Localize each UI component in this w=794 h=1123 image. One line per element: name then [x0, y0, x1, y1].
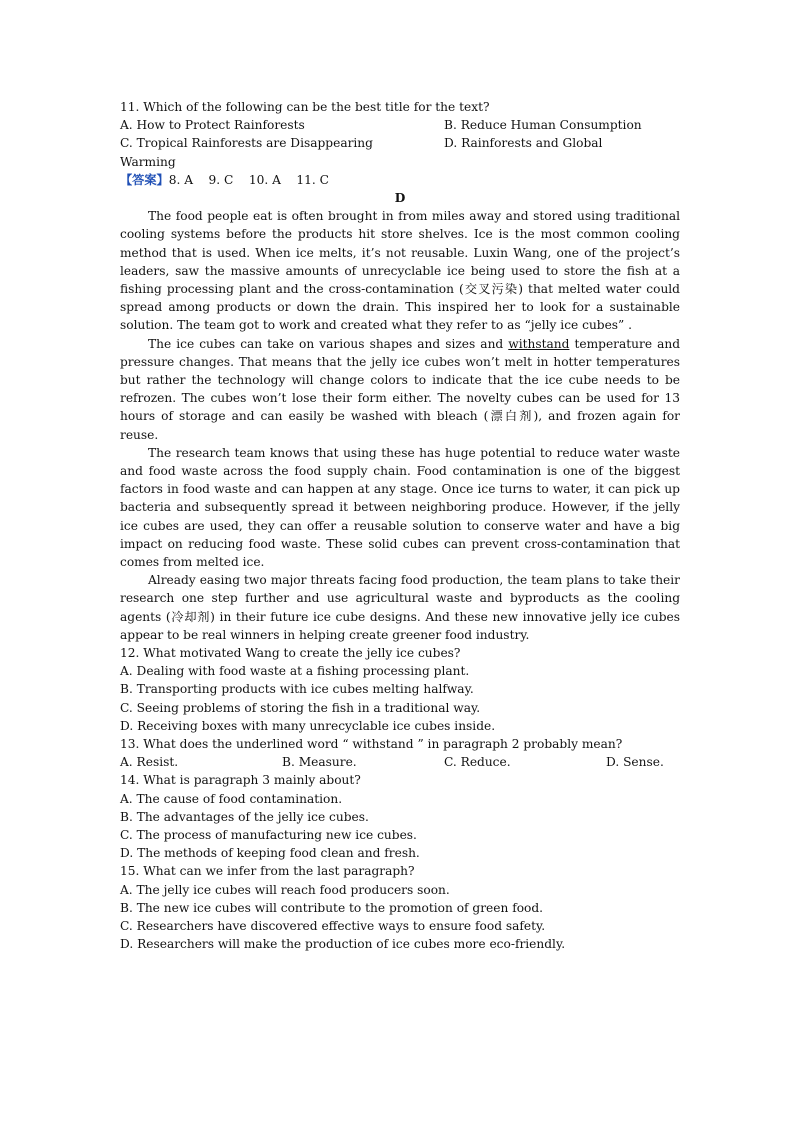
question-12-option-d: D. Receiving boxes with many unrecyclable ice cubes inside. [120, 718, 496, 733]
question-13-options [120, 753, 680, 771]
question-11-option-b: B. Reduce Human Consumption [444, 118, 642, 133]
answer-label: 【答案】 [120, 172, 169, 187]
question-11-option-d: D. Rainforests and Global [444, 136, 603, 151]
question-12-option-b: B. Transporting products with ice cubes melting halfway. [120, 682, 474, 697]
question-11-options-row-2 [120, 134, 680, 152]
question-14-option-b: B. The advantages of the jelly ice cubes. [120, 809, 369, 824]
document-page [120, 98, 680, 953]
question-14-option-c: C. The process of manufacturing new ice cubes. [120, 828, 417, 843]
question-14-option-a: A. The cause of food contamination. [120, 791, 343, 806]
question-11: 11. Which of the following can be the best title for the text? [120, 100, 490, 114]
question-15-option-b: B. The new ice cubes will contribute to the promotion of green food. [120, 900, 544, 915]
question-11-options-row-1 [120, 116, 680, 134]
question-15: 15. What can we infer from the last paragraph? [120, 864, 415, 879]
answer-values: 8. A 9. C 10. A 11. C [168, 172, 330, 187]
question-14: 14. What is paragraph 3 mainly about? [120, 773, 361, 788]
passage-paragraph-1: The food people eat is often brought in from miles away and stored using traditional cooling systems before the products hit store shelves. Ice is the most common cooling method that is used. When ice melts, it’s not reusable. Luxin Wang, one of the project’s leaders, saw the massive amounts of unrecyclable ice being used to store the fish at a fishing processing plant and the cross-contamination (交叉污染) that melted water could spread among products or down the drain. This inspired her to look for a sustainable solution. The team got to work and created what they refer to as “jelly ice cubes” . [120, 209, 680, 333]
question-12-option-a: A. Dealing with food waste at a fishing processing plant. [120, 664, 470, 679]
paragraph-2-text-after: temperature and pressure changes. That means that the jelly ice cubes won’t melt in hotter temperatures but rather the technology will change colors to indicate that the ice cube needs to be refrozen. The cubes won’t lose their form either. The novelty cubes can be used for 13 hours of storage and can easily be washed with bleach (漂白剂), and frozen again for reuse. [120, 336, 681, 442]
question-13-option-b: B. Measure. [282, 755, 357, 770]
underlined-word: withstand [508, 336, 570, 351]
passage-paragraph-3: The research team knows that using these has huge potential to reduce water waste and food waste across the food supply chain. Food contamination is one of the biggest factors in food waste and can happen at any stage. Once ice turns to water, it can pick up bacteria and subsequently spread it between neighboring produce. However, if the jelly ice cubes are used, they can offer a reusable solution to conserve water and have a big impact on reducing food waste. These solid cubes can prevent cross-contamination that comes from melted ice. [120, 445, 680, 569]
paragraph-2-text-before: The ice cubes can take on various shapes and sizes and [148, 336, 509, 351]
question-11-option-c: C. Tropical Rainforests are Disappearing [120, 136, 373, 151]
question-11-option-d-continued: Warming [120, 154, 176, 169]
question-14-option-d: D. The methods of keeping food clean and fresh. [120, 846, 420, 861]
section-heading: D [394, 190, 406, 205]
question-15-option-d: D. Researchers will make the production of ice cubes more eco-friendly. [120, 937, 566, 952]
question-13-option-c: C. Reduce. [444, 755, 511, 770]
question-13-option-d: D. Sense. [606, 755, 664, 770]
question-11-option-a: A. How to Protect Rainforests [120, 118, 305, 133]
question-12: 12. What motivated Wang to create the jelly ice cubes? [120, 646, 461, 660]
passage-paragraph-4: Already easing two major threats facing food production, the team plans to take their research one step further and use agricultural waste and byproducts as the cooling agents (冷却剂) in their future ice cube designs. And these new innovative jelly ice cubes appear to be real winners in helping create greener food industry. [120, 573, 680, 642]
question-15-option-c: C. Researchers have discovered effective ways to ensure food safety. [120, 919, 546, 934]
answer-key [120, 171, 680, 189]
passage-paragraph-2 [120, 335, 680, 444]
question-12-option-c: C. Seeing problems of storing the fish in a traditional way. [120, 700, 481, 715]
question-13-option-a: A. Resist. [120, 755, 179, 770]
question-13: 13. What does the underlined word “ withstand ” in paragraph 2 probably mean? [120, 737, 623, 752]
question-15-option-a: A. The jelly ice cubes will reach food producers soon. [120, 882, 450, 897]
